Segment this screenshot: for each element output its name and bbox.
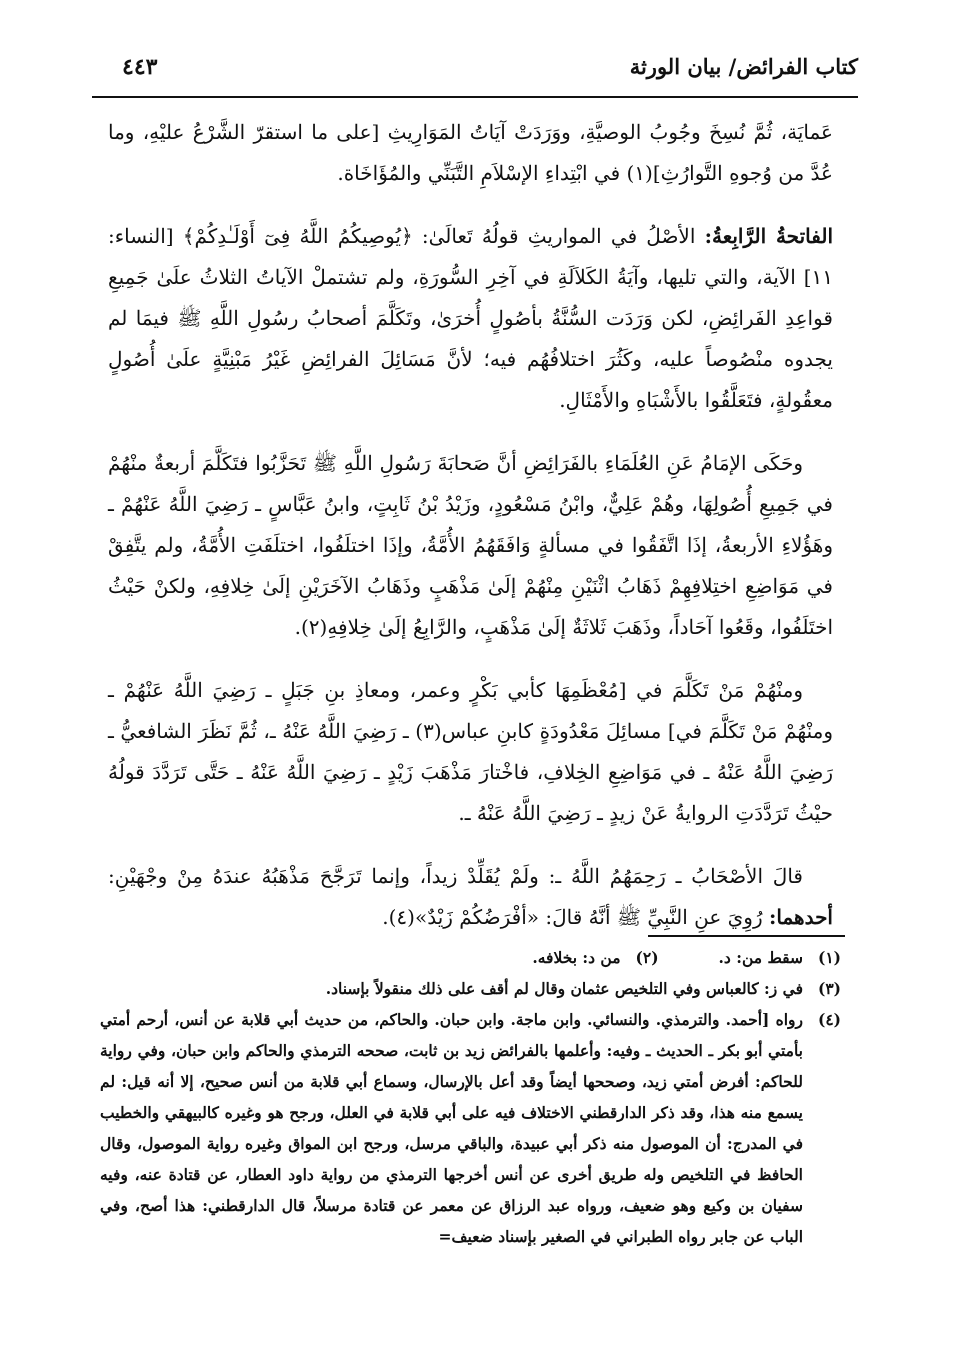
footnote-4-text: رواه [أحمد. والترمذي. والنسائي. وابن ماجة. وابن حبان. والحاكم، من حديث أبي قلابة عن أنس، أرحم أمتي بأمتي أبو بكر ـ الحديث ـ وفيه: وأعلمها بالفرائض زيد بن ثابت، صححه الترمذي والحاكم وابن حبان، وفي رواية للحاكم: أفرض أمتي زيد، وصححها أيضاً وقد أعل بالإرسال، وسماع أبي قلابة من أنس صحيح، إلا أنه قيل: لم يسمع منه هذا، وقد ذكر الدارقطني الاختلاف فيه على أبي قلابة في العلل، ورجح هو وغيره كالبيهقي والخطيب في المدرج: أن الموصول منه ذكر أبي عبيدة، والباقي مرسل، ورجح ابن المواق وغيره رواية الموصول، وقال الحافظ في التلخيص وله طريق أخرى عن أنس أخرجها الترمذي من رواية داود العطار، عن قتادة عنه، وفيه سفيان بن وكيع وهو ضعيف، ورواه عبد الرزاق عن معمر عن قتادة مرسلاً، قال الدارقطني: هذا أصح، وفي الباب عن جابر رواه الطبراني في الصغير بإسناد ضعيف=	[100, 1010, 803, 1246]
footnote-3	[100, 973, 841, 1004]
main-text	[108, 112, 833, 960]
footnote-1-text: سقط من: د.	[718, 948, 803, 967]
footnote-1-number: (١)	[817, 948, 841, 967]
footnote-3-number: (٣)	[817, 979, 841, 998]
footnote-row-1-2	[100, 942, 841, 973]
footnote-4-number: (٤)	[817, 1010, 841, 1029]
footnote-2	[532, 942, 658, 973]
paragraph-2-text: الأصْلُ في المواريثِ قولُهُ تَعالَىٰ: ﴿يُوصِيكُمُ اللَّهُ فِىٓ أَوْلَـٰدِكُمْ﴾ [النساء: ١١] الآية، والتي تليها، وآيَةُ الكَلاَلَةِ في آخِرِ السُّورَةِ، ولم تشتملْ الآياتُ الثلاثُ علَىٰ جَمِيعِ قواعِدِ الفَرائِضِ، لكن وَرَدَت السُّنَّةُ بأصُولٍ أُخرَىٰ، وتَكَلَّمَ أصحابُ رسُولِ اللَّهِ ﷺ فيمَا لم يجدوه منْصُوصاً عليه، وكَثُرَ اختلافُهُم فيه؛ لأنَّ مَسَائِلَ الفرائِضِ غَيْرُ مَبْنِيَّةٍ علَىٰ أُصُولٍ معقُولةٍ، فتَعَلَّقُوا بالأَشْبَاهِ والأَمْثَالِ.	[108, 224, 833, 412]
footnote-1	[719, 942, 841, 973]
footnote-3-text: في ز: كالعباس وفي التلخيص عثمان وقال لم أقف على ذلك منقولاً بإسناد.	[325, 979, 803, 998]
footnote-separator	[648, 935, 845, 937]
paragraph-5-end: رُوِيَ عنِ النَّبِيِّ ﷺ أنَّهُ قالَ: «أفْرَضُكُمْ زَيْدٌ»(٤).	[382, 905, 763, 929]
paragraph-5	[108, 856, 833, 938]
page-number: ٤٤٣	[122, 54, 158, 80]
footnotes	[100, 942, 841, 1252]
running-title: كتاب الفرائض/ بيان الورثة	[629, 54, 858, 79]
page-header	[92, 46, 858, 98]
footnote-2-text: من د: بخلافه.	[532, 948, 621, 967]
footnote-2-number: (٢)	[635, 948, 659, 967]
paragraph-3: وحَكَى الإمَامُ عَنِ العُلَمَاءِ بالفَرَائِضِ أنَّ صَحابَةَ رَسُولِ اللَّهِ ﷺ تَحَزَّبُوا فتَكَلَّمَ أربعةٌ منْهُمْ في جَمِيعِ أُصُولِهَا، وهُمْ عَلِيٌّ، وابْنُ مَسْعُودٍ، وزَيْدُ بْنُ ثَابِتٍ، وابنُ عَبَّاسٍ ـ رَضِيَ اللَّهُ عَنْهُمْ ـ وهَؤُلاءِ الأربعةُ، إذَا اتَّفَقُوا في مسألةٍ وَافَقَهُمُ الأُمَّةُ، وإذَا اختلَفُوا، اختلَفَتِ الأُمَّةُ، ولم يتَّفِقْ في مَوَاضِعِ اختِلافِهِمْ ذَهَابُ اثْنَيْنِ مِنْهُمْ إلَىٰ مَذْهَبٍ وذَهَابُ الآخَرَيْنِ إلَىٰ خِلافِهِ، ولكنْ حَيْثُ اختَلَفُوا، وقَعُوا آحَاداً، وذَهَبَ ثَلاثَةٌ إلَىٰ مَذْهَبٍ، والرَّابِعُ إلَىٰ خِلافِهِ(٢).	[108, 451, 833, 639]
paragraph-5-text: قالَ الأصْحَابُ ـ رَحِمَهُمُ اللَّهُ ـ: ولَمْ يُقَلِّدْ زيداً، وإنما تَرَجَّحَ مَذْهَبُهُ عندَهُ مِنْ وجْهَيْنِ:	[108, 864, 803, 888]
paragraph-2-lead: الفاتحةُ الرَّابِعةُ:	[704, 224, 833, 248]
footnote-4	[100, 1004, 841, 1252]
paragraph-5-bold: أحدهما:	[768, 905, 833, 929]
paragraph-2	[108, 216, 833, 421]
paragraph-4: ومنْهُمْ مَنْ تَكَلَّمَ في [مُعْظَمِهَا كأبي بَكْرٍ وعمر، ومعاذِ بنِ جَبَلٍ ـ رَضِيَ اللَّهُ عَنْهُمْ ـ ومنْهُمْ مَنْ تَكَلَّمَ في] مسائِلَ مَعْدُودَةٍ كابنِ عباس(٣) ـ رَضِيَ اللَّهُ عَنْهُ ـ، ثُمَّ نَظَرَ الشافعيُّ ـ رَضِيَ اللَّهُ عَنْهُ ـ في مَوَاضِعِ الخِلافِ، فاخْتارَ مَذْهَبَ زَيْدٍ ـ رَضِيَ اللَّهُ عَنْهُ ـ حَتَّى تَرَدَّدَ قولُهُ حيْثُ تَرَدَّدَتِ الروايةُ عَنْ زيدٍ ـ رَضِيَ اللَّهُ عَنْهُ ـ.	[108, 678, 833, 825]
paragraph-1: عَمايَة، ثُمَّ نُسِخَ وجُوبُ الوصيَّةِ، ووَرَدَتْ آيَاتُ المَوَارِيثِ [على ما استقرّ الشَّرْعُ عليْهِ، وما عُدَّ من وُجوهِ التَّوارُثِ](١) في ابْتِداءِ الإسْلاَمِ التَّبَنِّي والمُؤَاخَاة.	[108, 120, 833, 185]
